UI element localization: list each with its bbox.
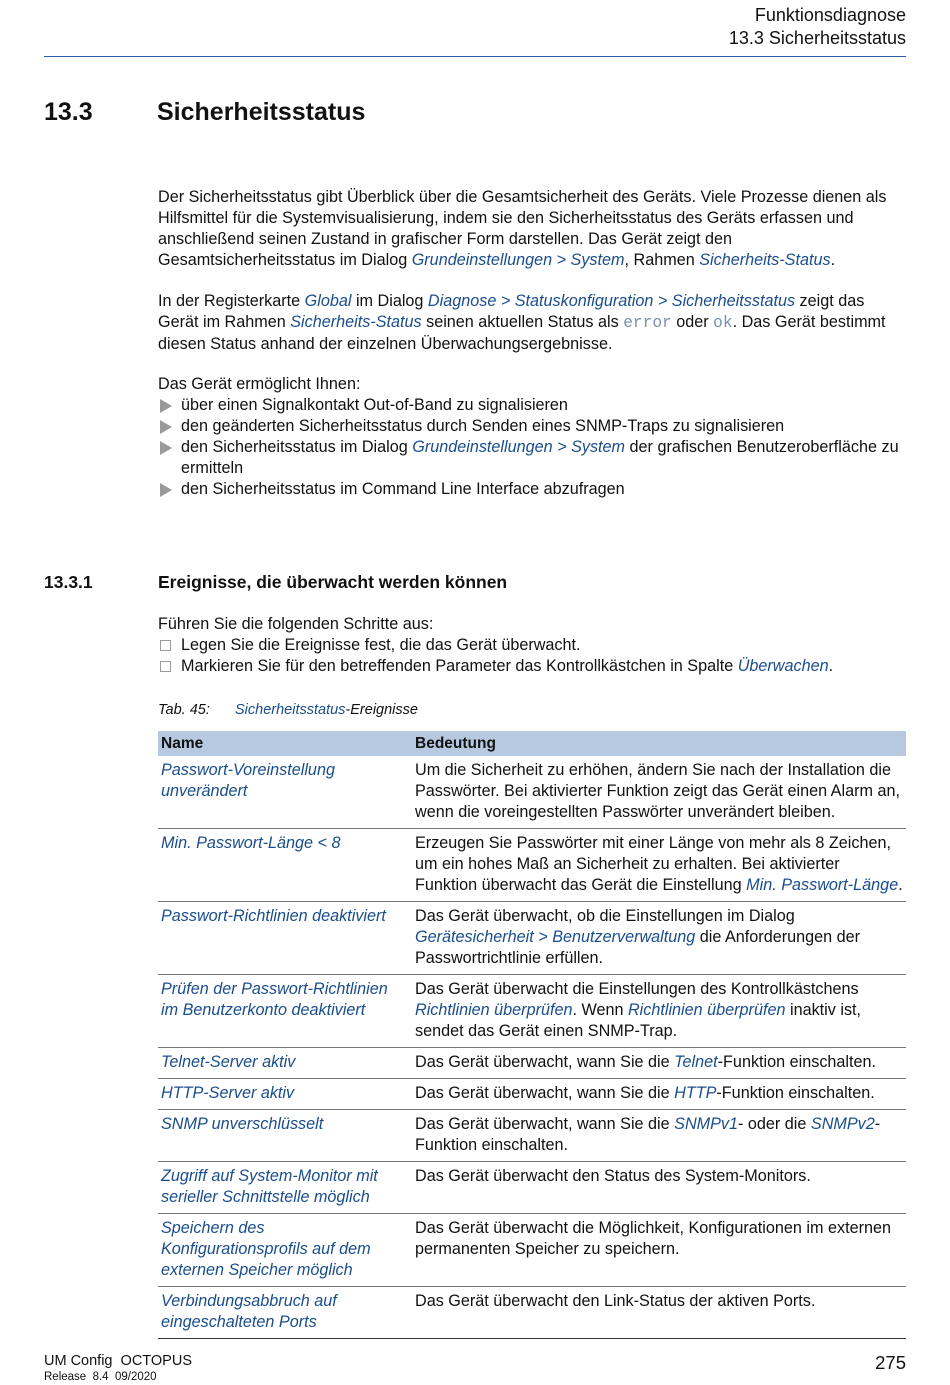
text: oder: [671, 313, 714, 331]
triangle-bullet-icon: [160, 483, 172, 497]
text: den geänderten Sicherheitsstatus durch Senden eines SNMP-Traps zu signalisieren: [181, 417, 785, 435]
dialog-link-grundeinstellungen[interactable]: Grundeinstellungen > System: [411, 251, 625, 269]
event-description: [412, 1079, 906, 1110]
text: .: [898, 876, 903, 894]
function-link[interactable]: SNMPv2: [810, 1115, 875, 1133]
table-row: [158, 756, 906, 829]
intro-paragraph-2: [158, 291, 906, 355]
frame-link-sicherheits-status[interactable]: Sicherheits-Status: [699, 251, 831, 269]
event-description: Das Gerät überwacht die Möglichkeit, Konfigurationen im externen permanenten Speicher zu speichern.: [412, 1214, 906, 1287]
text: . Das Gerät bestimmt diesen Status anhand der einzelnen Überwachungsergebnisse.: [158, 313, 886, 353]
event-description: Das Gerät überwacht den Link-Status der aktiven Ports.: [412, 1287, 906, 1339]
list-item: [158, 635, 906, 656]
event-description: [412, 902, 906, 975]
text: Erzeugen Sie Passwörter mit einer Länge von mehr als 8 Zeichen, um ein hohes Maß an Sicherheit zu erhalten. Bei aktivierter Funktion überwacht das Gerät die Einstellung: [415, 834, 891, 894]
text: .: [828, 657, 834, 675]
list-item: [158, 656, 906, 677]
event-description: [412, 829, 906, 902]
code-ok: ok: [713, 314, 733, 332]
triangle-bullet-icon: [160, 420, 172, 434]
table-row: [158, 1162, 906, 1214]
caption-link[interactable]: Sicherheitsstatus: [235, 702, 346, 718]
event-name[interactable]: Telnet-Server aktiv: [158, 1048, 412, 1079]
text: Der Sicherheitsstatus gibt Überblick über die Gesamtsicherheit des Geräts. Viele Prozesse dienen als Hilfsmittel für die Systemvisualisierung, indem sie den Sicherheitsstatus des Geräts erfassen und anschließend seinen Zustand in grafischer Form darstellen. Das Gerät zeigt den Gesamtsicherheitsstatus im Dialog: [158, 188, 887, 269]
steps-block: [158, 614, 906, 677]
text: -Funktion einschalten.: [717, 1053, 877, 1071]
text: Das Gerät überwacht, ob die Einstellungen im Dialog: [415, 907, 795, 925]
header-divider: [44, 56, 906, 57]
events-table: [158, 731, 906, 1339]
subsection-number: 13.3.1: [44, 572, 93, 592]
footer-doc-title: UM Config OCTOPUS: [44, 1353, 192, 1369]
footer-release: Release 8.4 09/2020: [44, 1371, 157, 1383]
header-chapter: Funktionsdiagnose: [754, 5, 906, 25]
text: seinen aktuellen Status als: [421, 313, 624, 331]
list-item: [158, 479, 906, 500]
caption-text: -Ereignisse: [345, 702, 418, 718]
event-name[interactable]: Prüfen der Passwort-Richtlinien im Benutzerkonto deaktiviert: [158, 975, 412, 1048]
event-description: [412, 1110, 906, 1162]
event-name[interactable]: Passwort-Voreinstellung unverändert: [158, 756, 412, 829]
column-link-ueberwachen[interactable]: Überwachen: [737, 657, 829, 675]
tab-link-global[interactable]: Global: [304, 292, 352, 310]
capabilities-list: [158, 395, 906, 500]
triangle-bullet-icon: [160, 399, 172, 413]
event-name[interactable]: Verbindungsabbruch auf eingeschalteten Ports: [158, 1287, 412, 1339]
text: den Sicherheitsstatus im Command Line Interface abzufragen: [181, 480, 625, 498]
subsection-title: Ereignisse, die überwacht werden können: [158, 572, 508, 592]
dialog-link-grundeinstellungen[interactable]: Grundeinstellungen > System: [412, 438, 626, 456]
text: Legen Sie die Ereignisse fest, die das Gerät überwacht.: [181, 636, 581, 654]
checkbox-icon: [160, 640, 171, 651]
param-link[interactable]: Richtlinien überprüfen: [627, 1001, 786, 1019]
table-row: [158, 829, 906, 902]
list-item: [158, 437, 906, 479]
table-row: [158, 1214, 906, 1287]
text: -Funktion einschalten.: [716, 1084, 875, 1102]
header-section: 13.3 Sicherheitsstatus: [728, 28, 906, 48]
column-header-meaning: Bedeutung: [412, 731, 906, 756]
table-row: [158, 1079, 906, 1110]
column-header-name: Name: [158, 731, 412, 756]
running-header: [729, 4, 906, 50]
footer-document-info: [44, 1353, 192, 1385]
table-row: [158, 975, 906, 1048]
event-description: [412, 975, 906, 1048]
text: . Wenn: [572, 1001, 628, 1019]
text: über einen Signalkontakt Out-of-Band zu signalisieren: [181, 396, 568, 414]
event-name[interactable]: Zugriff auf System-Monitor mit serieller Schnittstelle möglich: [158, 1162, 412, 1214]
table-row: [158, 1110, 906, 1162]
text: Markieren Sie für den betreffenden Parameter das Kontrollkästchen in Spalte: [181, 657, 738, 675]
text: Das Gerät überwacht, wann Sie die: [415, 1053, 675, 1071]
section-number: 13.3: [44, 98, 93, 126]
code-error: error: [623, 314, 672, 332]
capabilities-block: [158, 374, 906, 500]
text: Das Gerät überwacht die Einstellungen des Kontrollkästchens: [415, 980, 859, 998]
event-description: [412, 1048, 906, 1079]
page-number: 275: [875, 1352, 906, 1373]
section-title: Sicherheitsstatus: [157, 98, 366, 126]
text: , Rahmen: [624, 251, 700, 269]
event-name[interactable]: Passwort-Richtlinien deaktiviert: [158, 902, 412, 975]
param-link[interactable]: Min. Passwort-Länge: [746, 876, 899, 894]
table-header-row: [158, 731, 906, 756]
table-caption: [158, 702, 906, 718]
text: - oder die: [738, 1115, 811, 1133]
caption-label: Tab. 45:: [158, 702, 210, 718]
text: der grafischen Benutzeroberfläche zu ermitteln: [181, 438, 899, 477]
function-link[interactable]: Telnet: [674, 1053, 718, 1071]
param-link[interactable]: Richtlinien überprüfen: [415, 1001, 573, 1019]
table-row: [158, 1048, 906, 1079]
text: inaktiv ist, sendet das Gerät einen SNMP-Trap.: [415, 1001, 862, 1040]
steps-intro: Führen Sie die folgenden Schritte aus:: [158, 615, 434, 633]
event-name[interactable]: SNMP unverschlüsselt: [158, 1110, 412, 1162]
function-link[interactable]: SNMPv1: [674, 1115, 739, 1133]
list-item: [158, 395, 906, 416]
event-name[interactable]: HTTP-Server aktiv: [158, 1079, 412, 1110]
text: den Sicherheitsstatus im Dialog: [181, 438, 413, 456]
list-item: [158, 416, 906, 437]
frame-link-sicherheits-status[interactable]: Sicherheits-Status: [290, 313, 422, 331]
text: zeigt das Gerät im Rahmen: [158, 292, 865, 331]
text: In der Registerkarte: [158, 292, 305, 310]
table-row: [158, 902, 906, 975]
text: Das Gerät überwacht, wann Sie die: [415, 1084, 675, 1102]
dialog-link[interactable]: Gerätesicherheit > Benutzerverwaltung: [415, 928, 696, 946]
event-description: Das Gerät überwacht den Status des System-Monitors.: [412, 1162, 906, 1214]
triangle-bullet-icon: [160, 441, 172, 455]
text: die Anforderungen der Passwortrichtlinie erfüllen.: [415, 928, 860, 967]
text: .: [830, 251, 836, 269]
events-table-wrapper: [158, 731, 906, 1339]
intro-paragraph-1: [158, 187, 906, 271]
table-row: [158, 1287, 906, 1339]
event-name[interactable]: Speichern des Konfigurationsprofils auf dem externen Speicher möglich: [158, 1214, 412, 1287]
text: Das Gerät überwacht, wann Sie die: [415, 1115, 675, 1133]
checkbox-icon: [160, 661, 171, 672]
event-name[interactable]: Min. Passwort-Länge < 8: [158, 829, 412, 902]
text: -Funktion einschalten.: [415, 1115, 881, 1154]
steps-list: [158, 635, 906, 677]
capabilities-intro: Das Gerät ermöglicht Ihnen:: [158, 375, 361, 393]
function-link[interactable]: HTTP: [674, 1084, 717, 1102]
dialog-link-sicherheitsstatus[interactable]: Diagnose > Statuskonfiguration > Sicherheitsstatus: [427, 292, 796, 310]
text: im Dialog: [351, 292, 428, 310]
event-description: Um die Sicherheit zu erhöhen, ändern Sie nach der Installation die Passwörter. Bei aktivierter Funktion zeigt das Gerät einen Alarm an, wenn die voreingestellten Passwörter unverändert bleiben.: [412, 756, 906, 829]
